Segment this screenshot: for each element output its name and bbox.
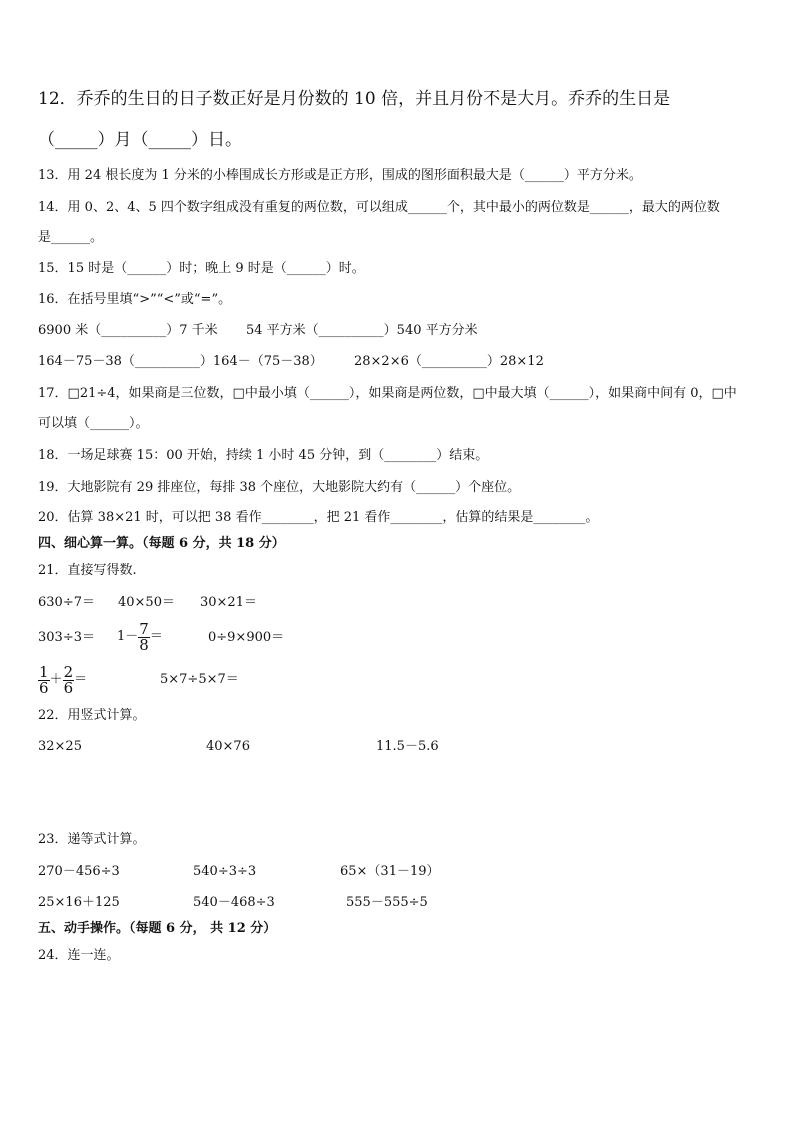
q21-row1-c: 30×21＝ <box>200 595 257 610</box>
q21-row3-b: 5×7÷5×7＝ <box>160 672 239 687</box>
q16-row1-b: 54 平方米（__________）540 平方分米 <box>246 323 478 338</box>
q21-row3-f1-numerator: 1 <box>39 662 49 681</box>
q16-row2-b: 28×2×6（__________）28×12 <box>354 354 544 369</box>
q19-text: 19．大地影院有 29 排座位，每排 38 个座位，大地影院大约有（______）个座位。 <box>38 480 521 495</box>
q21-row2-b-denominator: 8 <box>139 635 149 654</box>
q21-row3-f2-denominator: 6 <box>63 678 74 697</box>
q21-row2-b-fraction <box>138 619 150 654</box>
q21-row2-b-prefix: 1－ <box>117 629 139 644</box>
section-5-heading: 五、动手操作。（每题 6 分， 共 12 分） <box>38 921 277 936</box>
q13-text: 13．用 24 根长度为 1 分米的小棒围成长方形或是正方形，围成的图形面积最大是（______）平方分米。 <box>38 168 642 183</box>
q16-row2-a: 164－75－38（__________）164－（75－38） <box>38 354 323 369</box>
q23-row2-b: 540－468÷3 <box>193 895 275 910</box>
q14-line1: 14．用 0、2、4、5 四个数字组成没有重复的两位数，可以组成______个，其中最小的两位数是______，最大的两位数 <box>38 200 720 215</box>
q21-row3-a <box>38 660 87 701</box>
q17-line2: 可以填（______）。 <box>38 416 149 431</box>
q21-row3-plus: ＋ <box>49 672 63 687</box>
q14-line2: 是______。 <box>38 230 104 245</box>
q21-row3-fraction-2 <box>63 662 75 697</box>
q21-row1-a: 630÷7＝ <box>38 595 95 610</box>
q21-row3-equals: ＝ <box>74 672 88 687</box>
q16-title: 16．在括号里填“>”“<”或“=”。 <box>38 292 232 307</box>
q22-item-3: 11.5－5.6 <box>376 739 439 754</box>
q21-row2-a: 303÷3＝ <box>38 630 95 645</box>
q21-row3-fraction-1 <box>38 662 50 697</box>
q23-row1-a: 270－456÷3 <box>38 864 120 879</box>
q21-row2-b <box>117 617 163 658</box>
q22-item-1: 32×25 <box>38 739 82 754</box>
q21-row2-b-numerator: 7 <box>139 619 149 638</box>
q18-text: 18．一场足球赛 15：00 开始，持续 1 小时 45 分钟，到（________）结束。 <box>38 448 489 463</box>
q21-row1-b: 40×50＝ <box>118 595 175 610</box>
q23-row1-b: 540÷3÷3 <box>193 864 257 879</box>
q21-title: 21．直接写得数. <box>38 563 137 578</box>
q17-line1: 17．□21÷4，如果商是三位数，□中最小填（______），如果商是两位数，□中最大填（______），如果商中间有 0，□中 <box>38 386 737 401</box>
section-4-heading: 四、细心算一算。（每题 6 分，共 18 分） <box>38 536 285 551</box>
q21-row2-c: 0÷9×900＝ <box>208 630 285 645</box>
q23-row2-c: 555－555÷5 <box>346 895 428 910</box>
q23-title: 23．递等式计算。 <box>38 832 146 847</box>
q21-row3-f2-numerator: 2 <box>63 662 74 681</box>
q16-row1-a: 6900 米（__________）7 千米 <box>38 323 218 338</box>
q21-row2-b-suffix: ＝ <box>149 629 163 644</box>
q22-title: 22．用竖式计算。 <box>38 708 146 723</box>
q12-line1: 12．乔乔的生日的日子数正好是月份数的 10 倍，并且月份不是大月。乔乔的生日是 <box>38 89 671 109</box>
q22-item-2: 40×76 <box>206 739 250 754</box>
q23-row1-c: 65×（31－19） <box>340 864 440 879</box>
q20-text: 20．估算 38×21 时，可以把 38 看作________，把 21 看作________，估算的结果是________。 <box>38 510 599 525</box>
q23-row2-a: 25×16＋125 <box>38 895 120 910</box>
q21-row3-f1-denominator: 6 <box>39 678 49 697</box>
q12-line2: （_____）月（_____）日。 <box>38 130 242 150</box>
q15-text: 15．15 时是（______）时；晚上 9 时是（______）时。 <box>38 261 365 276</box>
q24-title: 24．连一连。 <box>38 948 120 963</box>
